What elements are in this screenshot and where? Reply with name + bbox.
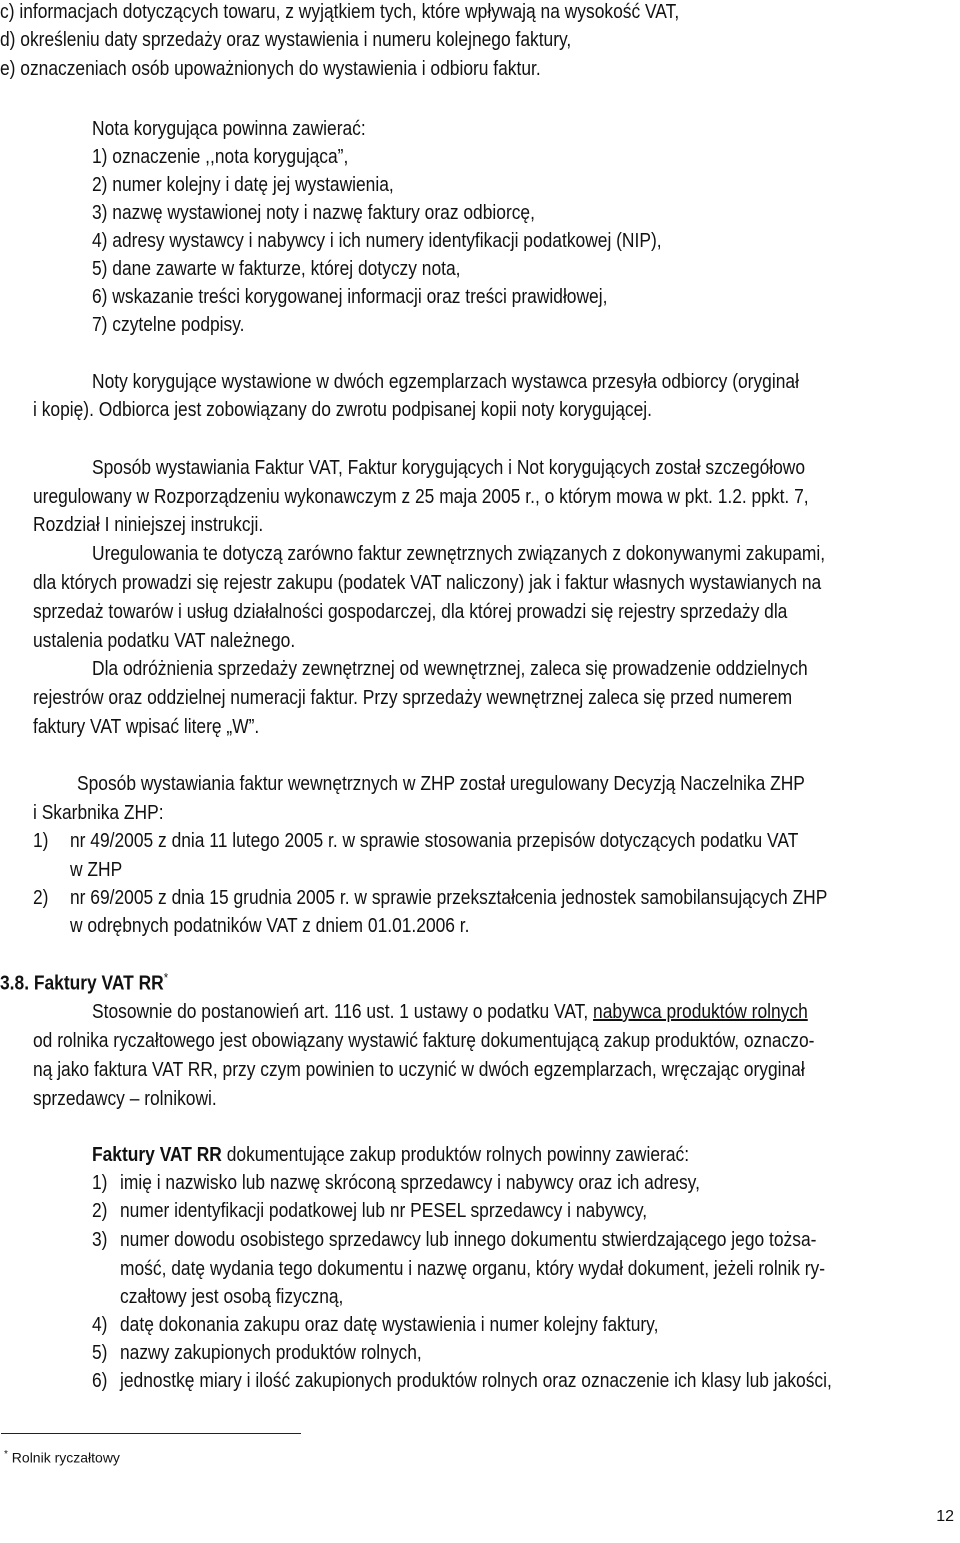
rr-item-number: 3): [92, 1229, 108, 1251]
rr-item-number: 1): [92, 1172, 108, 1194]
rr-item-number: 4): [92, 1314, 108, 1336]
rr-item: nazwy zakupionych produktów rolnych,: [120, 1342, 422, 1364]
intro-item-e: e) oznaczeniach osób upoważnionych do wystawienia i odbioru faktur.: [0, 58, 541, 80]
rr-item-number: 5): [92, 1342, 108, 1364]
rr-item-number: 2): [92, 1200, 108, 1222]
paragraph-noty: Noty korygujące wystawione w dwóch egzemplarzach wystawca przesyła odbiorcy (oryginał: [92, 371, 799, 393]
footnote-rule: [1, 1433, 301, 1434]
underlined-phrase: nabywca produktów rolnych: [593, 1001, 808, 1023]
paragraph-uregulowania: dla których prowadzi się rejestr zakupu (podatek VAT naliczony) jak i faktur własnych wystawianych na: [33, 572, 822, 594]
paragraph-zhp: i Skarbnika ZHP:: [33, 802, 164, 824]
nota-item: 5) dane zawarte w fakturze, której dotyczy nota,: [92, 258, 461, 280]
section-title: Faktury VAT RR: [33, 972, 164, 995]
zhp-item: w odrębnych podatników VAT z dniem 01.01.2006 r.: [70, 915, 470, 937]
intro-item-d: d) określeniu daty sprzedaży oraz wystawienia i numeru kolejnego faktury,: [0, 29, 572, 51]
nota-item: 2) numer kolejny i datę jej wystawienia,: [92, 174, 394, 196]
footnote-mark: *: [4, 1449, 8, 1460]
paragraph-noty-line2: i kopię). Odbiorca jest zobowiązany do zwrotu podpisanej kopii noty korygującej.: [33, 399, 653, 421]
paragraph-stosownie: Stosownie do postanowień art. 116 ust. 1 ustawy o podatku VAT, nabywca produktów rolnych: [92, 1001, 808, 1023]
page-number: 12: [936, 1508, 954, 1525]
rr-lead-bold: Faktury VAT RR: [92, 1144, 222, 1166]
footnote: [4, 1446, 120, 1467]
paragraph-sposob: Sposób wystawiania Faktur VAT, Faktur korygujących i Not korygujących został szczegółowo: [92, 457, 806, 479]
nota-item: 3) nazwę wystawionej noty i nazwę faktury oraz odbiorcę,: [92, 202, 535, 224]
footnote-marker: *: [163, 970, 169, 985]
nota-title: Nota korygująca powinna zawierać:: [92, 118, 366, 140]
paragraph-uregulowania: Uregulowania te dotyczą zarówno faktur zewnętrznych związanych z dokonywanymi zakupami,: [92, 543, 826, 565]
zhp-item: w ZHP: [70, 859, 123, 881]
paragraph-dla: faktury VAT wpisać literę „W”.: [33, 716, 260, 738]
nota-item: 6) wskazanie treści korygowanej informacji oraz treści prawidłowej,: [92, 286, 608, 308]
paragraph-dla: rejestrów oraz oddzielnej numeracji faktur. Przy sprzedaży wewnętrznej zaleca się przed numerem: [33, 687, 793, 709]
rr-item: czałtowy jest osobą fizyczną,: [120, 1286, 344, 1308]
paragraph-dla: Dla odróżnienia sprzedaży zewnętrznej od wewnętrznej, zaleca się prowadzenie oddzielnych: [92, 658, 808, 680]
section-number: 3.8.: [0, 972, 30, 995]
paragraph-sposob: Rozdział I niniejszej instrukcji.: [33, 514, 264, 536]
paragraph-uregulowania: ustalenia podatku VAT należnego.: [33, 630, 296, 652]
nota-item: 1) oznaczenie ,,nota korygująca”,: [92, 146, 349, 168]
zhp-item: nr 69/2005 z dnia 15 grudnia 2005 r. w sprawie przekształcenia jednostek samobilansujących ZHP: [70, 887, 828, 909]
zhp-item-number: 2): [33, 887, 49, 909]
nota-item: 7) czytelne podpisy.: [92, 314, 245, 336]
rr-item: numer identyfikacji podatkowej lub nr PESEL sprzedawcy i nabywcy,: [120, 1200, 648, 1222]
rr-lead: Faktury VAT RR dokumentujące zakup produktów rolnych powinny zawierać:: [92, 1144, 690, 1166]
paragraph-stosownie: od rolnika ryczałtowego jest obowiązany wystawić fakturę dokumentującą zakup produktów, oznaczo-: [33, 1030, 815, 1052]
rr-item: mość, datę wydania tego dokumentu i nazwę organu, który wydał dokument, jeżeli rolnik ry-: [120, 1258, 826, 1280]
section-heading: [0, 964, 193, 998]
rr-item: numer dowodu osobistego sprzedawcy lub innego dokumentu stwierdzającego jego tożsa-: [120, 1229, 817, 1251]
intro-item-c: c) informacjach dotyczących towaru, z wyjątkiem tych, które wpływają na wysokość VAT,: [0, 1, 680, 23]
rr-item: jednostkę miary i ilość zakupionych produktów rolnych oraz oznaczenie ich klasy lub jakości,: [120, 1370, 832, 1392]
paragraph-stosownie: sprzedawcy – rolnikowi.: [33, 1088, 217, 1110]
rr-item-number: 6): [92, 1370, 108, 1392]
rr-item: datę dokonania zakupu oraz datę wystawienia i numer kolejny faktury,: [120, 1314, 659, 1336]
paragraph-stosownie: ną jako faktura VAT RR, przy czym powinien to uczynić w dwóch egzemplarzach, wręczając oryginał: [33, 1059, 805, 1081]
paragraph-uregulowania: sprzedaż towarów i usług działalności gospodarczej, dla której prowadzi się rejestry sprzedaży dla: [33, 601, 788, 623]
zhp-item-number: 1): [33, 830, 49, 852]
zhp-item: nr 49/2005 z dnia 11 lutego 2005 r. w sprawie stosowania przepisów dotyczących podatku VAT: [70, 830, 799, 852]
nota-item: 4) adresy wystawcy i nabywcy i ich numery identyfikacji podatkowej (NIP),: [92, 230, 662, 252]
rr-item: imię i nazwisko lub nazwę skróconą sprzedawcy i nabywcy oraz ich adresy,: [120, 1172, 700, 1194]
paragraph-zhp: Sposób wystawiania faktur wewnętrznych w ZHP został uregulowany Decyzją Naczelnika ZHP: [77, 773, 805, 795]
footnote-text: Rolnik ryczałtowy: [11, 1449, 120, 1466]
paragraph-sposob: uregulowany w Rozporządzeniu wykonawczym z 25 maja 2005 r., o którym mowa w pkt. 1.2. ppkt. 7,: [33, 486, 809, 508]
